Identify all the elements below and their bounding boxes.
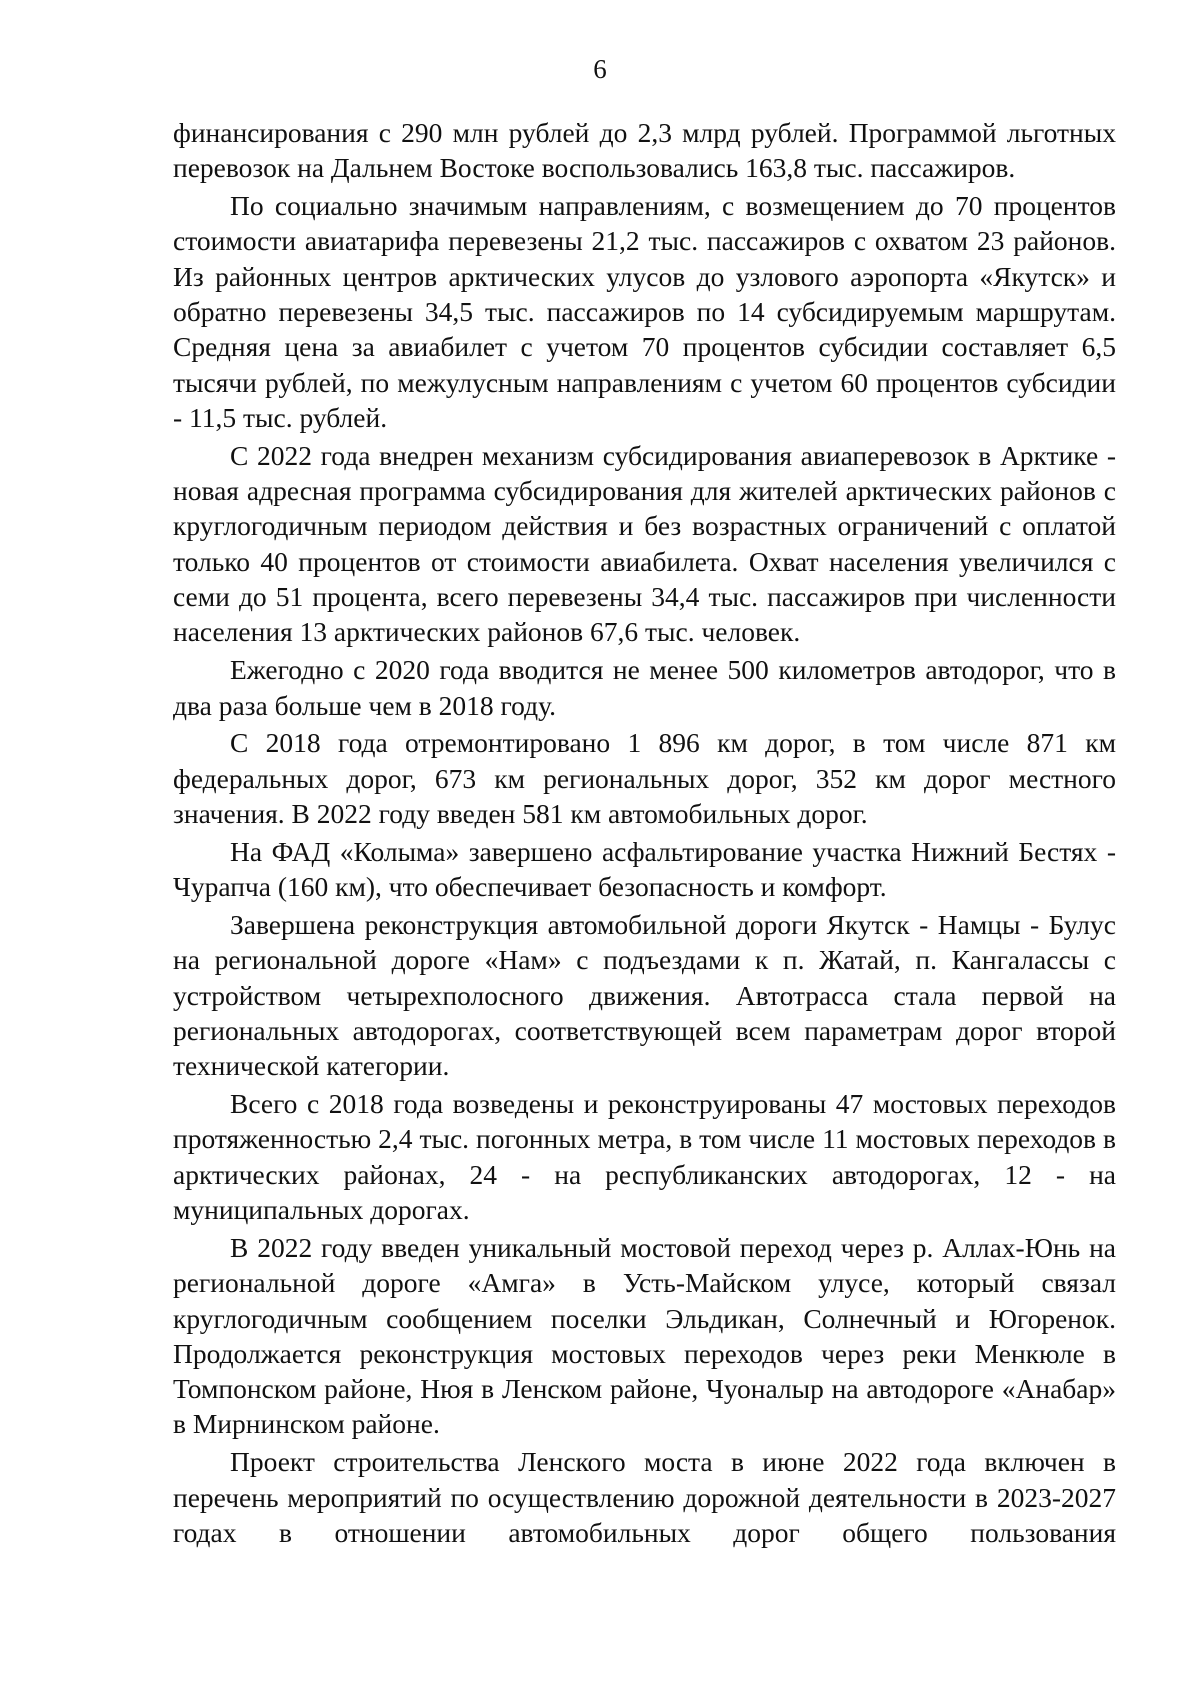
paragraph-7: Завершена реконструкция автомобильной дороги Якутск - Намцы - Булус на региональной дороге «Нам» с подъездами к п. Жатай, п. Кангалассы с устройством четырехполосного движения. Автотрасса стала первой на региональных автодорогах, соответствующей всем параметрам дорог второй технической категории. [173,909,1116,1082]
paragraph-5: С 2018 года отремонтировано 1 896 км дорог, в том числе 871 км федеральных дорог, 673 км региональных дорог, 352 км дорог местного значения. В 2022 году введен 581 км автомобильных дорог. [173,727,1116,830]
paragraph-2: По социально значимым направлениям, с возмещением до 70 процентов стоимости авиатарифа перевезены 21,2 тыс. пассажиров с охватом 23 районов. Из районных центров арктических улусов до узлового аэропорта «Якутск» и обратно перевезены 34,5 тыс. пассажиров по 14 субсидируемым маршрутам. Средняя цена за авиабилет с учетом 70 процентов субсидии составляет 6,5 тысячи рублей, по межулусным направлениям с учетом 60 процентов субсидии - 11,5 тыс. рублей. [173,190,1116,433]
paragraph-1: финансирования с 290 млн рублей до 2,3 млрд рублей. Программой льготных перевозок на Дальнем Востоке воспользовались 163,8 тыс. пассажиров. [173,117,1116,184]
paragraph-8: Всего с 2018 года возведены и реконструированы 47 мостовых переходов протяженностью 2,4 тыс. погонных метра, в том числе 11 мостовых переходов в арктических районах, 24 - на республиканских автодорогах, 12 - на муниципальных дорогах. [173,1088,1116,1226]
paragraph-9: В 2022 году введен уникальный мостовой переход через р. Аллах-Юнь на региональной дороге «Амга» в Усть-Майском улусе, который связал круглогодичным сообщением поселки Эльдикан, Солнечный и Югоренок. Продолжается реконструкция мостовых переходов через реки Менкюле в Томпонском районе, Нюя в Ленском районе, Чуоналыр на автодороге «Анабар» в Мирнинском районе. [173,1231,1116,1440]
paragraph-10: Проект строительства Ленского моста в июне 2022 года включен в перечень мероприятий по осуществлению дорожной деятельности в 2023-2027 годах в отношении автомобильных дорог общего пользования [173,1446,1116,1548]
paragraph-4: Ежегодно с 2020 года вводится не менее 500 километров автодорог, что в два раза больше чем в 2018 году. [173,654,1116,721]
page-number: 6 [593,54,607,84]
paragraph-6: На ФАД «Колыма» завершено асфальтирование участка Нижний Бестях - Чурапча (160 км), что обеспечивает безопасность и комфорт. [173,835,1116,903]
document-body [173,115,1116,1553]
paragraph-3: С 2022 года внедрен механизм субсидирования авиаперевозок в Арктике - новая адресная программа субсидирования для жителей арктических районов с круглогодичным периодом действия и без возрастных ограничений с оплатой только 40 процентов от стоимости авиабилета. Охват населения увеличился с семи до 51 процента, всего перевезены 34,4 тыс. пассажиров при численности населения 13 арктических районов 67,6 тыс. человек. [173,439,1116,648]
